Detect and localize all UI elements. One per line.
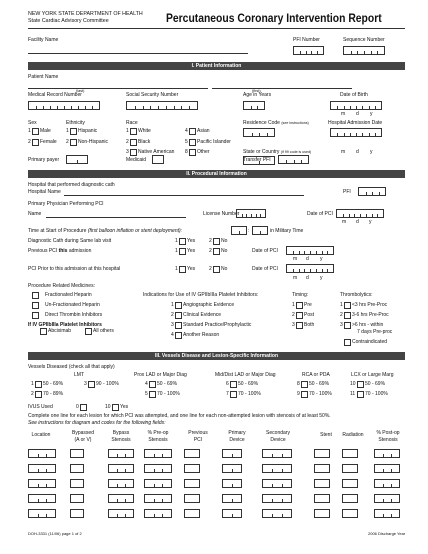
previous-pci-no-checkbox[interactable]	[213, 248, 220, 255]
lesion-cell[interactable]	[262, 479, 292, 488]
medicaid-field[interactable]	[152, 155, 164, 164]
lesion-cell[interactable]	[28, 494, 56, 503]
start-time-minutes-field[interactable]	[252, 226, 268, 235]
thrombolytics-gt6-checkbox[interactable]	[344, 322, 351, 329]
indications-label: Indications for Use of IV GPIIbIIIa Platelet Inhibitors:	[143, 292, 259, 298]
admission-date-field[interactable]	[330, 128, 382, 137]
diag-cath-same-visit-label: Diagnostic Cath during Same lab visit	[28, 238, 112, 244]
unfractionated-heparin-checkbox[interactable]	[32, 302, 39, 309]
lesion-cell[interactable]	[184, 494, 200, 503]
sequence-number-field[interactable]	[343, 46, 385, 55]
page-title: Percutaneous Coronary Intervention Report	[166, 13, 382, 25]
committee-name: State Cardiac Advisory Committee	[28, 18, 109, 24]
hospital-name-field[interactable]	[64, 195, 304, 196]
discharge-year: 2006 Discharge Year	[368, 531, 406, 536]
lesion-cell[interactable]	[144, 464, 172, 473]
diagram-codes-instruction: See instructions for diagram and codes for the following fields:	[28, 420, 166, 426]
start-time-hours-field[interactable]	[231, 226, 247, 235]
state-country-label: State or Country (if 99 code is used)	[243, 149, 312, 155]
age-field[interactable]	[243, 101, 265, 110]
patient-first-name-field[interactable]	[212, 88, 352, 89]
mid-lad-50-69-checkbox[interactable]	[230, 381, 237, 388]
iv-gp-inhibitors-label: If IV GPIIbIIIa Platelet Inhibitors	[28, 322, 102, 328]
race-pacific-islander-checkbox[interactable]	[189, 139, 196, 146]
patient-last-name-field[interactable]	[28, 88, 208, 89]
age-label: Age in Years	[243, 92, 272, 98]
lesion-cell[interactable]	[342, 449, 358, 458]
admission-date-label: Hospital Admission Date	[328, 120, 383, 126]
pci-prior-admission-label: PCI Prior to this admission at this hospital	[28, 266, 121, 272]
section-vessels-header: III. Vessels Disease and Lesion-Specific Information	[28, 352, 405, 360]
lmt-50-69-checkbox[interactable]	[35, 381, 42, 388]
pci-prior-yes-checkbox[interactable]	[179, 266, 186, 273]
lesion-cell[interactable]	[108, 479, 134, 488]
lesion-cell[interactable]	[262, 449, 292, 458]
sex-label: Sex	[28, 120, 37, 126]
vessels-diseased-label: Vessels Diseased (check all that apply)	[28, 364, 115, 370]
lmt-70-89-checkbox[interactable]	[35, 391, 42, 398]
lesion-cell[interactable]	[262, 464, 292, 473]
lesion-cell[interactable]	[70, 479, 84, 488]
lesion-cell[interactable]	[374, 449, 400, 458]
lesion-cell[interactable]	[342, 479, 358, 488]
primary-payer-label: Primary payer	[28, 157, 60, 163]
lesion-cell[interactable]	[184, 509, 200, 518]
section-patient-header: I. Patient Information	[28, 62, 405, 70]
hospital-name-label: Hospital Name	[28, 189, 61, 195]
race-white-checkbox[interactable]	[130, 128, 137, 135]
physician-name-field[interactable]	[46, 217, 186, 218]
race-black-checkbox[interactable]	[130, 139, 137, 146]
transfer-pfi-label: Transfer PFI	[243, 157, 271, 163]
dob-label: Date of Birth	[340, 92, 368, 98]
lesion-cell[interactable]	[144, 449, 172, 458]
ethnicity-hispanic-checkbox[interactable]	[70, 128, 77, 135]
diag-cath-yes-checkbox[interactable]	[179, 238, 186, 245]
lesion-cell[interactable]	[28, 509, 56, 518]
lesion-cell[interactable]	[222, 479, 242, 488]
facility-name-field[interactable]	[28, 53, 248, 54]
lesion-cell[interactable]	[144, 479, 172, 488]
abciximab-checkbox[interactable]	[40, 328, 47, 335]
lcx-50-69-checkbox[interactable]	[357, 381, 364, 388]
lesion-cell[interactable]	[184, 449, 200, 458]
previous-pci-yes-checkbox[interactable]	[179, 248, 186, 255]
pfi-number-field[interactable]	[293, 46, 324, 55]
lesion-cell[interactable]	[70, 494, 84, 503]
lesion-cell[interactable]	[28, 464, 56, 473]
ssn-label: Social Security Number	[126, 92, 179, 98]
timing-pre-checkbox[interactable]	[296, 302, 303, 309]
form-id: DOH-3331 (11/06) page 1 of 2	[28, 531, 82, 536]
lesion-cell[interactable]	[314, 449, 330, 458]
mid-lad-label: Mid/Dist LAD or Major Diag	[215, 372, 276, 378]
indication-clinical-checkbox[interactable]	[175, 312, 182, 319]
ethnicity-non-hispanic-checkbox[interactable]	[70, 139, 77, 146]
residence-code-field[interactable]	[243, 128, 275, 137]
license-number-label: License Number	[203, 211, 240, 217]
date-of-pci-field[interactable]	[336, 209, 384, 218]
direct-thrombin-checkbox[interactable]	[32, 312, 39, 319]
procedure-medicines-label: Procedure Related Medicines:	[28, 283, 95, 289]
residence-code-label: Residence Code (see instructions)	[243, 120, 309, 126]
rca-label: RCA or PDA	[302, 372, 330, 378]
prox-lad-50-69-checkbox[interactable]	[149, 381, 156, 388]
lmt-90-100-checkbox[interactable]	[88, 381, 95, 388]
lesion-cell[interactable]	[314, 464, 330, 473]
lesion-cell[interactable]	[222, 494, 242, 503]
previous-pci-date-field[interactable]	[286, 246, 334, 255]
lesion-cell[interactable]	[262, 509, 292, 518]
primary-physician-label: Primary Physician Performing PCI	[28, 201, 104, 207]
race-asian-checkbox[interactable]	[189, 128, 196, 135]
dob-field[interactable]	[330, 101, 382, 110]
rca-70-100-checkbox[interactable]	[301, 391, 308, 398]
lmt-label: LMT	[74, 372, 84, 378]
diag-cath-no-checkbox[interactable]	[213, 238, 220, 245]
lcx-label: LCX or Large Marg	[351, 372, 394, 378]
lcx-70-100-checkbox[interactable]	[357, 391, 364, 398]
lesion-cell[interactable]	[262, 494, 292, 503]
lesion-cell[interactable]	[108, 449, 134, 458]
diag-cath-hospital-label: Hospital that performed diagnostic cath	[28, 182, 115, 188]
lesion-cell[interactable]	[222, 464, 242, 473]
mrn-label: Medical Record Number	[28, 92, 82, 98]
lesion-cell[interactable]	[144, 494, 172, 503]
lesion-cell[interactable]	[144, 509, 172, 518]
lesion-cell[interactable]	[28, 449, 56, 458]
lesion-cell[interactable]	[374, 464, 400, 473]
military-time-label: in Military Time	[270, 228, 304, 234]
lesion-cell[interactable]	[314, 509, 330, 518]
facility-name-label: Facility Name	[28, 37, 59, 43]
license-number-field[interactable]	[236, 209, 266, 218]
sex-male-checkbox[interactable]	[32, 128, 39, 135]
hospital-pfi-label: PFI	[343, 189, 351, 195]
ivus-yes-checkbox[interactable]	[112, 404, 119, 411]
lesion-cell[interactable]	[314, 494, 330, 503]
prox-lad-label: Prox LAD or Major Diag	[134, 372, 187, 378]
thrombolytics-contraindicated-checkbox[interactable]	[344, 339, 351, 346]
lesion-cell[interactable]	[374, 479, 400, 488]
ethnicity-label: Ethnicity	[66, 120, 85, 126]
lesion-cell[interactable]	[108, 509, 134, 518]
lesion-cell[interactable]	[342, 494, 358, 503]
lesion-cell[interactable]	[70, 509, 84, 518]
thrombolytics-label: Thrombolytics:	[340, 292, 373, 298]
lesion-cell[interactable]	[70, 464, 84, 473]
ivus-no-checkbox[interactable]	[80, 404, 87, 411]
race-other-checkbox[interactable]	[189, 149, 196, 156]
lesion-table-header: Location Bypassed (A or V) Bypass Stenosis % Pre-op Stenosis Previous PCI Primary Device Secondary Device Stent Radiation % Post-op Stenosis	[31, 430, 400, 443]
pci-prior-no-checkbox[interactable]	[213, 266, 220, 273]
lesion-cell[interactable]	[184, 479, 200, 488]
fractionated-heparin-checkbox[interactable]	[32, 292, 39, 299]
race-native-american-checkbox[interactable]	[130, 149, 137, 156]
timing-both-checkbox[interactable]	[296, 322, 303, 329]
mid-lad-70-100-checkbox[interactable]	[230, 391, 237, 398]
sequence-number-label: Sequence Number	[343, 37, 385, 43]
lesion-cell[interactable]	[108, 494, 134, 503]
lesion-cell[interactable]	[222, 509, 242, 518]
timing-post-checkbox[interactable]	[296, 312, 303, 319]
timing-label: Timing:	[292, 292, 309, 298]
pci-prior-date-field[interactable]	[286, 264, 334, 273]
lesion-cell[interactable]	[222, 449, 242, 458]
mrn-field[interactable]	[28, 101, 100, 110]
procedure-start-time-label: Time at Start of Procedure (first balloon inflation or stent deployment):	[28, 228, 183, 234]
thrombolytics-3to6-checkbox[interactable]	[344, 312, 351, 319]
transfer-pfi-field[interactable]	[278, 155, 309, 164]
physician-name-label: Name	[28, 211, 42, 217]
first-name-hint: (first)	[252, 89, 261, 93]
sex-female-checkbox[interactable]	[32, 139, 39, 146]
race-label: Race	[126, 120, 138, 126]
section-procedural-header: II. Procedural Information	[28, 170, 405, 178]
medicaid-label: Medicaid	[126, 157, 147, 163]
last-name-hint: (last)	[76, 89, 85, 93]
primary-payer-field[interactable]	[66, 155, 88, 164]
lesion-cell[interactable]	[28, 479, 56, 488]
patient-name-label: Patient Name	[28, 74, 59, 80]
lesion-cell[interactable]	[70, 449, 84, 458]
indication-standard-practice-checkbox[interactable]	[175, 322, 182, 329]
hospital-pfi-field[interactable]	[358, 187, 386, 196]
lesion-cell[interactable]	[342, 509, 358, 518]
ivus-used-label: IVUS Used	[28, 404, 53, 410]
all-others-checkbox[interactable]	[85, 328, 92, 335]
previous-pci-this-admission-label: Previous PCI this admission	[28, 248, 92, 254]
rca-50-69-checkbox[interactable]	[301, 381, 308, 388]
thrombolytics-lt3-checkbox[interactable]	[344, 302, 351, 309]
lesion-cell[interactable]	[314, 479, 330, 488]
prox-lad-70-100-checkbox[interactable]	[149, 391, 156, 398]
lesion-cell[interactable]	[374, 509, 400, 518]
lesion-cell[interactable]	[108, 464, 134, 473]
date-of-pci-label: Date of PCI	[307, 211, 333, 217]
org-name: NEW YORK STATE DEPARTMENT OF HEALTH	[28, 11, 143, 17]
indication-angiographic-checkbox[interactable]	[175, 302, 182, 309]
ssn-field[interactable]	[126, 101, 198, 110]
lesion-cell[interactable]	[342, 464, 358, 473]
indication-another-reason-checkbox[interactable]	[175, 332, 182, 339]
lesion-cell[interactable]	[184, 464, 200, 473]
lesion-cell[interactable]	[374, 494, 400, 503]
pfi-number-label: PFI Number	[293, 37, 320, 43]
lesion-instruction-text: Complete one line for each lesion for which PCI was attempted, and one line for each non-attempted lesion with stenosis of at least 50%.	[28, 413, 331, 419]
